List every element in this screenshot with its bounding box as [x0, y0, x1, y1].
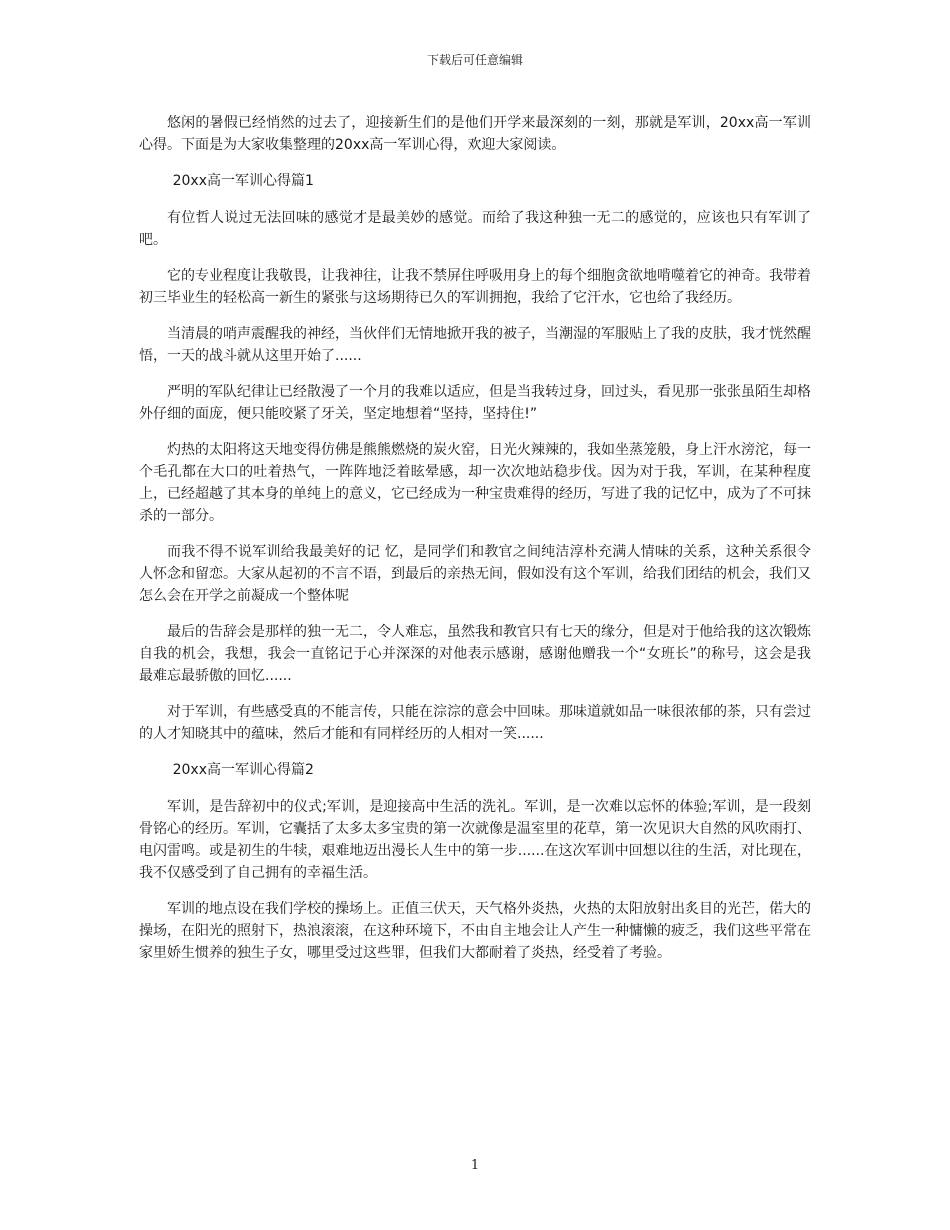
paragraph: 对于军训，有些感受真的不能言传，只能在淙淙的意会中回味。那味道就如品一味很浓郁的茶，只有尝过的人才知晓其中的蕴味，然后才能和有同样经历的人相对一笑...... — [139, 704, 811, 742]
section-heading-2: 20xx高一军训心得篇2 — [172, 762, 314, 778]
page-header: 下载后可任意编辑 — [426, 53, 523, 67]
paragraph: 当清晨的哨声震醒我的神经，当伙伴们无情地掀开我的被子，当潮湿的军服贴上了我的皮肤，我才恍然醒悟，一天的战斗就从这里开始了...... — [139, 326, 811, 364]
paragraph: 军训的地点设在我们学校的操场上。正值三伏天，天气格外炎热，火热的太阳放射出炙目的光芒，偌大的操场，在阳光的照射下，热浪滚滚，在这种环境下，不由自主地会让人产生一种慵懒的疲乏，我们这些平常在家里娇生惯养的独生子女，哪里受过这些罪，但我们大都耐着了炎热，经受着了考验。 — [139, 901, 811, 961]
paragraph: 严明的军队纪律让已经散漫了一个月的我难以适应，但是当我转过身，回过头，看见那一张张虽陌生却格外仔细的面庞，便只能咬紧了牙关，坚定地想着“坚持，坚持住!” — [139, 384, 811, 422]
paragraph: 灼热的太阳将这天地变得仿佛是熊熊燃烧的炭火窑，日光火辣辣的，我如坐蒸笼般，身上汗水滂沱，每一个毛孔都在大口的吐着热气，一阵阵地泛着眩晕感，却一次次地站稳步伐。因为对于我，军训，在某种程度上，已经超越了其本身的单纯上的意义，它已经成为一种宝贵难得的经历，写进了我的记忆中，成为了不可抹杀的一部分。 — [139, 442, 811, 524]
document-body — [139, 112, 811, 978]
paragraph-intro: 悠闲的暑假已经悄然的过去了，迎接新生们的是他们开学来最深刻的一刻，那就是军训，20xx高一军训心得。下面是为大家收集整理的20xx高一军训心得，欢迎大家阅读。 — [139, 115, 811, 153]
paragraph: 军训，是告辞初中的仪式;军训，是迎接高中生活的洗礼。军训，是一次难以忘怀的体验;军训，是一段刻骨铭心的经历。军训，它囊括了太多太多宝贵的第一次就像是温室里的花草，第一次见识大自然的风吹雨打、电闪雷鸣。或是初生的牛犊，艰难地迈出漫长人生中的第一步......在这次军训中回想以往的生活，对比现在，我不仅感受到了自己拥有的幸福生活。 — [139, 799, 811, 881]
paragraph: 最后的告辞会是那样的独一无二，令人难忘，虽然我和教官只有七天的缘分，但是对于他给我的这次锻炼自我的机会，我想，我会一直铭记于心并深深的对他表示感谢，感谢他赠我一个“女班长”的称号，这会是我最难忘最骄傲的回忆...... — [139, 624, 811, 684]
page-number: 1 — [470, 1158, 480, 1173]
paragraph: 而我不得不说军训给我最美好的记 忆，是同学们和教官之间纯洁淳朴充满人情味的关系，这种关系很令人怀念和留恋。大家从起初的不言不语，到最后的亲热无间，假如没有这个军训，给我们团结的机会，我们又怎么会在开学之前凝成一个整体呢 — [139, 544, 811, 604]
section-heading-1: 20xx高一军训心得篇1 — [172, 173, 314, 189]
paragraph: 它的专业程度让我敬畏，让我神往，让我不禁屏住呼吸用身上的每个细胞贪欲地啃噬着它的神奇。我带着初三毕业生的轻松高一新生的紧张与这场期待已久的军训拥抱，我给了它汗水，它也给了我经历。 — [139, 268, 811, 306]
paragraph: 有位哲人说过无法回味的感觉才是最美妙的感觉。而给了我这种独一无二的感觉的，应该也只有军训了吧。 — [139, 210, 811, 248]
